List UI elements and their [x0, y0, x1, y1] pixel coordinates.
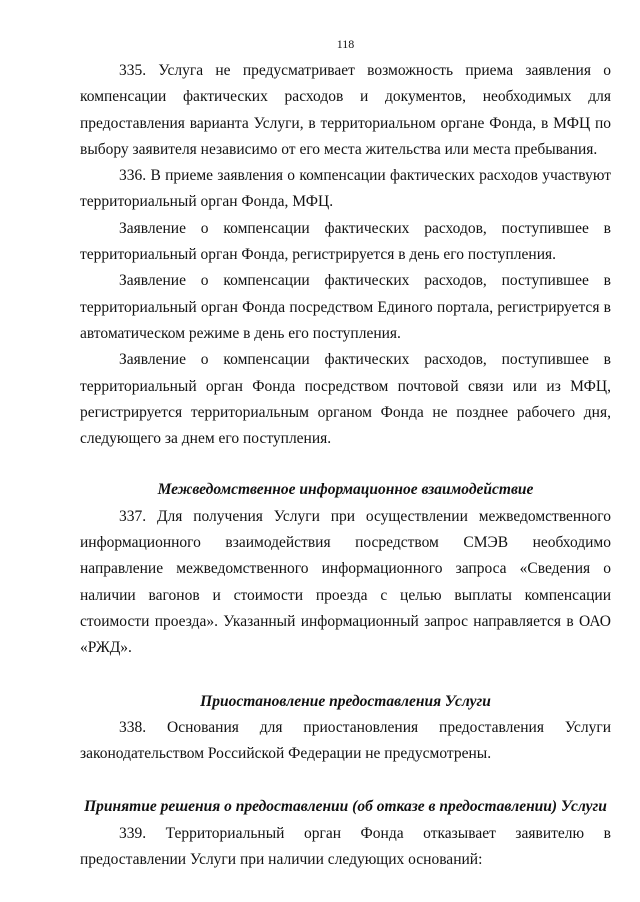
- paragraph-337: 337. Для получения Услуги при осуществлении межведомственного информационного взаимодействия посредством СМЭВ необходимо направление межведомственного информационного запроса «Сведения о наличии вагонов и стоимости проезда с целью выплаты компенсации стоимости проезда». Указанный информационный запрос направляется в ОАО «РЖД».: [80, 507, 611, 657]
- paragraph-336: 336. В приеме заявления о компенсации фактических расходов участвуют территориальный орган Фонда, МФЦ.: [80, 167, 611, 211]
- document-page: [80, 0, 611, 902]
- document-body: [80, 58, 611, 873]
- page-number: 118: [336, 37, 355, 51]
- paragraph-338: 338. Основания для приостановления предоставления Услуги законодательством Российской Федерации не предусмотрены.: [80, 718, 611, 763]
- paragraph-335: 335. Услуга не предусматривает возможность приема заявления о компенсации фактических расходов и документов, необходимых для предоставления варианта Услуги, в территориальном органе Фонда, в МФЦ по выбору заявителя независимо от его места жительства или места пребывания.: [80, 62, 611, 158]
- section-heading-suspension: Приостановление предоставления Услуги: [200, 692, 491, 710]
- paragraph-336-mail: Заявление о компенсации фактических расходов, поступившее в территориальный орган Фонда посредством почтовой связи или из МФЦ, регистрируется территориальным органом Фонда не позднее рабочего дня, следующего за днем его поступления.: [80, 351, 611, 448]
- section-heading-interagency: Межведомственное информационное взаимодействие: [157, 481, 534, 499]
- paragraph-339: 339. Территориальный орган Фонда отказывает заявителю в предоставлении Услуги при наличии следующих оснований:: [80, 824, 611, 869]
- section-heading-decision: Принятие решения о предоставлении (об отказе в предоставлении) Услуги: [84, 798, 607, 816]
- paragraph-336-portal: Заявление о компенсации фактических расходов, поступившее в территориальный орган Фонда посредством Единого портала, регистрируется в автоматическом режиме в день его поступления.: [80, 272, 611, 342]
- paragraph-336-registration: Заявление о компенсации фактических расходов, поступившее в территориальный орган Фонда, регистрируется в день его поступления.: [80, 219, 611, 264]
